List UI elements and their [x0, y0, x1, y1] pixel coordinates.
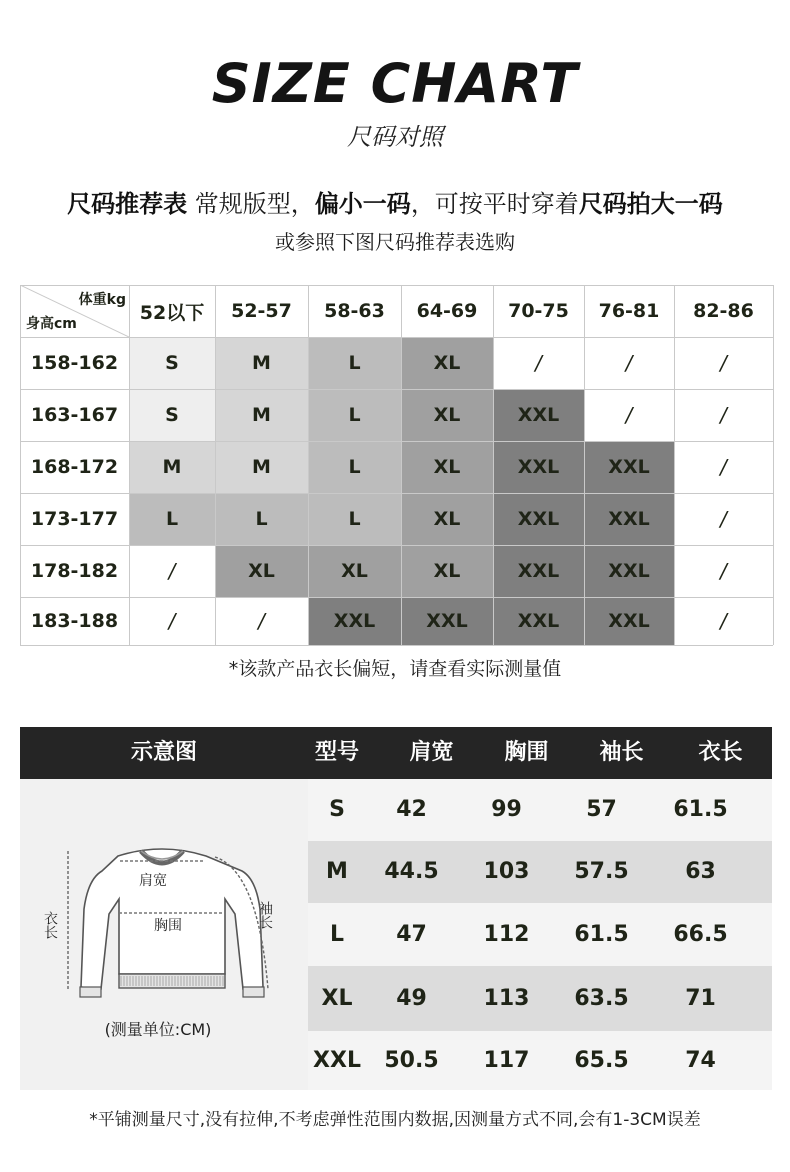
weight-header: 58-63	[324, 300, 385, 322]
size-cell: XXL	[401, 597, 493, 645]
height-header: 178-182	[30, 560, 119, 582]
height-header: 183-188	[30, 610, 119, 632]
cell-size: L	[329, 922, 345, 947]
size-cell: XXL	[584, 493, 674, 545]
sweater-diagram-panel	[20, 779, 308, 1090]
weight-header: 70-75	[508, 300, 569, 322]
header-shoulder: 肩宽	[409, 740, 454, 765]
grid-line	[584, 285, 585, 645]
size-cell: XXL	[493, 441, 584, 493]
size-cell: XL	[401, 441, 493, 493]
grid-line	[215, 285, 216, 645]
height-header: 163-167	[30, 404, 119, 426]
size-cell: /	[129, 597, 215, 645]
weight-header: 64-69	[416, 300, 478, 322]
size-cell: /	[674, 389, 773, 441]
label-length: 衣长	[42, 911, 58, 939]
height-header: 173-177	[30, 508, 119, 530]
grid-line	[493, 285, 494, 645]
rec-bold-1: 尺码推荐表	[67, 190, 188, 218]
rec-bold-2: 偏小一码	[314, 190, 411, 218]
size-cell: XXL	[584, 597, 674, 645]
page-title: SIZE CHART	[211, 52, 579, 115]
cell-size: S	[329, 797, 345, 822]
cell-size: M	[326, 859, 348, 884]
size-cell: /	[674, 337, 773, 389]
cell-chest: 117	[483, 1048, 530, 1073]
table-row	[308, 841, 772, 903]
page-subtitle: 尺码对照	[347, 123, 443, 151]
size-cell: /	[674, 545, 773, 597]
cell-chest: 113	[483, 986, 530, 1011]
table-row	[308, 1031, 772, 1090]
height-header: 168-172	[30, 456, 119, 478]
measurement-table-header	[20, 727, 772, 779]
size-cell: /	[493, 337, 584, 389]
size-cell: XXL	[493, 597, 584, 645]
grid-line	[20, 545, 773, 546]
size-cell: XL	[401, 389, 493, 441]
corner-height-label: 身高cm	[26, 316, 77, 332]
table-row	[308, 779, 772, 841]
length-note: *该款产品衣长偏短，请查看实际测量值	[228, 658, 562, 680]
grid-line	[20, 645, 773, 646]
label-chest: 胸围	[154, 918, 182, 934]
cell-size: XXL	[313, 1048, 361, 1073]
size-cell: /	[674, 597, 773, 645]
cell-sleeve: 65.5	[574, 1048, 629, 1073]
size-cell: XL	[308, 545, 401, 597]
size-cell: S	[129, 389, 215, 441]
weight-header: 52以下	[139, 301, 205, 324]
cell-sleeve: 57	[586, 797, 617, 822]
label-shoulder: 肩宽	[139, 873, 167, 889]
table-row	[308, 903, 772, 966]
size-cell: XXL	[584, 441, 674, 493]
grid-line	[20, 337, 773, 338]
header-diagram: 示意图	[130, 740, 197, 765]
corner-weight-label: 体重kg	[78, 292, 126, 308]
cell-length: 71	[685, 986, 716, 1011]
size-cell: L	[308, 441, 401, 493]
cell-length: 63	[685, 859, 716, 884]
cell-length: 61.5	[673, 797, 728, 822]
size-cell: XL	[401, 337, 493, 389]
size-cell: /	[584, 389, 674, 441]
cell-shoulder: 50.5	[384, 1048, 439, 1073]
cuff-left	[80, 987, 101, 997]
size-cell: XXL	[584, 545, 674, 597]
size-cell: /	[584, 337, 674, 389]
cell-shoulder: 42	[396, 797, 427, 822]
grid-line	[308, 285, 309, 645]
cell-size: XL	[321, 986, 353, 1011]
size-cell: XL	[401, 493, 493, 545]
cell-length: 74	[685, 1048, 716, 1073]
cell-sleeve: 57.5	[574, 859, 629, 884]
size-cell: M	[129, 441, 215, 493]
size-cell: XXL	[493, 389, 584, 441]
grid-line	[20, 441, 773, 442]
weight-header: 76-81	[598, 300, 660, 322]
grid-line	[20, 285, 773, 286]
unit-label: (测量单位:CM)	[104, 1020, 212, 1039]
size-cell: M	[215, 389, 308, 441]
header-sleeve: 袖长	[599, 740, 644, 765]
header-length: 衣长	[698, 740, 743, 765]
header-size: 型号	[314, 740, 359, 765]
cell-chest: 112	[483, 922, 530, 947]
size-cell: L	[215, 493, 308, 545]
size-cell: /	[674, 441, 773, 493]
rec-text-2: ，可按平时穿着	[410, 190, 579, 218]
size-cell: M	[215, 441, 308, 493]
height-header: 158-162	[30, 352, 119, 374]
sweater-diagram	[20, 779, 308, 1090]
size-cell: L	[308, 337, 401, 389]
size-cell: L	[308, 493, 401, 545]
cell-length: 66.5	[673, 922, 728, 947]
grid-line	[129, 285, 130, 645]
table-row	[308, 966, 772, 1031]
size-cell: L	[129, 493, 215, 545]
grid-line	[20, 389, 773, 390]
grid-line	[20, 285, 21, 645]
size-cell: XL	[401, 545, 493, 597]
cell-shoulder: 44.5	[384, 859, 439, 884]
size-cell: XXL	[493, 493, 584, 545]
grid-line	[401, 285, 402, 645]
recommendation-line-2: 或参照下图尺码推荐表选购	[275, 230, 515, 254]
cell-chest: 103	[483, 859, 530, 884]
weight-header: 52-57	[231, 300, 292, 322]
label-sleeve: 袖长	[257, 901, 273, 929]
size-cell: S	[129, 337, 215, 389]
cuff-right	[243, 987, 264, 997]
size-cell: /	[129, 545, 215, 597]
recommendation-line	[0, 188, 790, 220]
size-cell: /	[215, 597, 308, 645]
cell-sleeve: 63.5	[574, 986, 629, 1011]
size-cell: XXL	[308, 597, 401, 645]
header-chest: 胸围	[504, 740, 549, 765]
grid-line	[20, 493, 773, 494]
grid-line	[773, 285, 774, 645]
size-recommendation-grid	[20, 285, 773, 645]
size-cell: XL	[215, 545, 308, 597]
grid-line	[20, 597, 773, 598]
weight-header: 82-86	[693, 300, 754, 322]
size-cell: L	[308, 389, 401, 441]
measurement-note: *平铺测量尺寸,没有拉伸,不考虑弹性范围内数据,因测量方式不同,会有1-3CM误差	[89, 1110, 701, 1130]
cell-shoulder: 49	[396, 986, 427, 1011]
grid-line	[674, 285, 675, 645]
cell-shoulder: 47	[396, 922, 427, 947]
rec-bold-3: 尺码拍大一码	[578, 190, 723, 218]
cell-sleeve: 61.5	[574, 922, 629, 947]
cell-chest: 99	[491, 797, 522, 822]
rec-text-1: 常规版型，	[187, 190, 315, 218]
size-cell: /	[674, 493, 773, 545]
size-cell: M	[215, 337, 308, 389]
size-cell: XXL	[493, 545, 584, 597]
